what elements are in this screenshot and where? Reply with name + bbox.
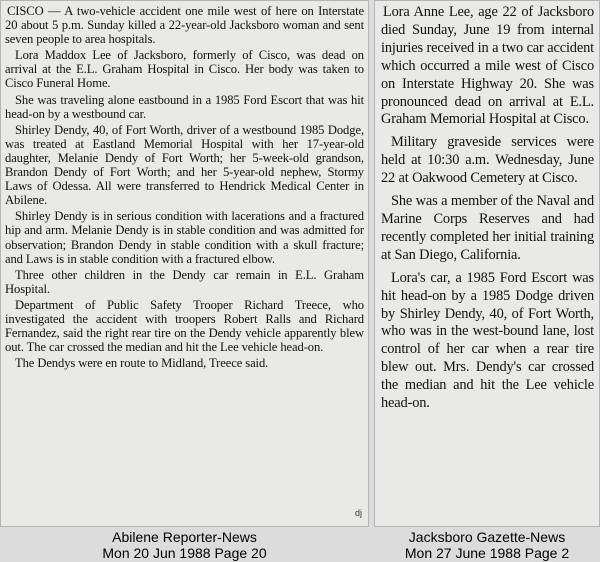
jacksboro-article-body	[381, 4, 594, 413]
article-paragraph: Lora Anne Lee, age 22 of Jacksboro died Sunday, June 19 from internal injuries received in a two car accident which occurred a mile west of Cisco on Interstate Highway 20. She was pronounced dead on arrival at E.L. Graham Memorial Hospital at Cisco.	[381, 4, 594, 128]
article-paragraph: Shirley Dendy is in serious condition with lacerations and a fractured hip and arm. Melanie Dendy is in stable condition and was admitted for observation; Brandon Dendy in stable condition with a skull fracture; and Laws is in stable condition with a fractured elbow.	[5, 209, 364, 266]
source-date: Mon 20 Jun 1988 Page 20	[102, 545, 267, 561]
jacksboro-clipping	[374, 0, 600, 527]
source-name: Jacksboro Gazette-News	[408, 529, 566, 545]
article-paragraph: She was traveling alone eastbound in a 1985 Ford Escort that was hit head-on by a westbound car.	[5, 92, 364, 121]
jacksboro-source-caption	[374, 529, 600, 561]
abilene-source-caption	[0, 529, 369, 561]
article-paragraph: Military graveside services were held at 10:30 a.m. Wednesday, June 22 at Oakwood Cemetery at Cisco.	[381, 134, 594, 187]
article-paragraph: Lora Maddox Lee of Jacksboro, formerly of Cisco, was dead on arrival at the E.L. Graham Hospital in Cisco. Her body was taken to Cisco Funeral Home.	[5, 48, 364, 91]
article-paragraph: Department of Public Safety Trooper Richard Treece, who investigated the accident with troopers Robert Ralls and Richard Fernandez, said the right rear tire on the Dendy vehicle apparently blew out. The car crossed the median and hit the Lee vehicle head-on.	[5, 297, 364, 355]
source-name: Abilene Reporter-News	[112, 529, 257, 545]
article-paragraph: Three other children in the Dendy car remain in E.L. Graham Hospital.	[5, 267, 364, 296]
article-paragraph: CISCO — A two-vehicle accident one mile west of here on Interstate 20 about 5 p.m. Sunday killed a 22-year-old Jacksboro woman and sent seven people to area hospitals.	[5, 4, 364, 47]
article-paragraph: The Dendys were en route to Midland, Treece said.	[15, 356, 269, 371]
initials-mark: dj	[354, 508, 362, 518]
article-paragraph: Lora's car, a 1985 Ford Escort was hit head-on by a 1985 Dodge driven by Shirley Dendy, 40, of Fort Worth, who was in the west-bound lane, lost control of her car when a rear tire blew out. Mrs. Dendy's car crossed the median and hit the Lee vehicle head-on.	[381, 269, 594, 412]
abilene-article-body	[5, 4, 364, 370]
article-paragraph: Shirley Dendy, 40, of Fort Worth, driver of a westbound 1985 Dodge, was treated at Eastland Memorial Hospital with her 17-year-old daughter, Melanie Dendy of Fort Worth; her 5-week-old grandson, Brandon Dendy of Fort Worth; and her 5-year-old nephew, Stormy Laws of Odessa. All were transferred to Hendrick Medical Center in Abilene.	[5, 122, 364, 208]
article-paragraph: She was a member of the Naval and Marine Corps Reserves and had recently completed her initial training at San Diego, California.	[381, 193, 594, 263]
source-date: Mon 27 June 1988 Page 2	[404, 545, 570, 561]
